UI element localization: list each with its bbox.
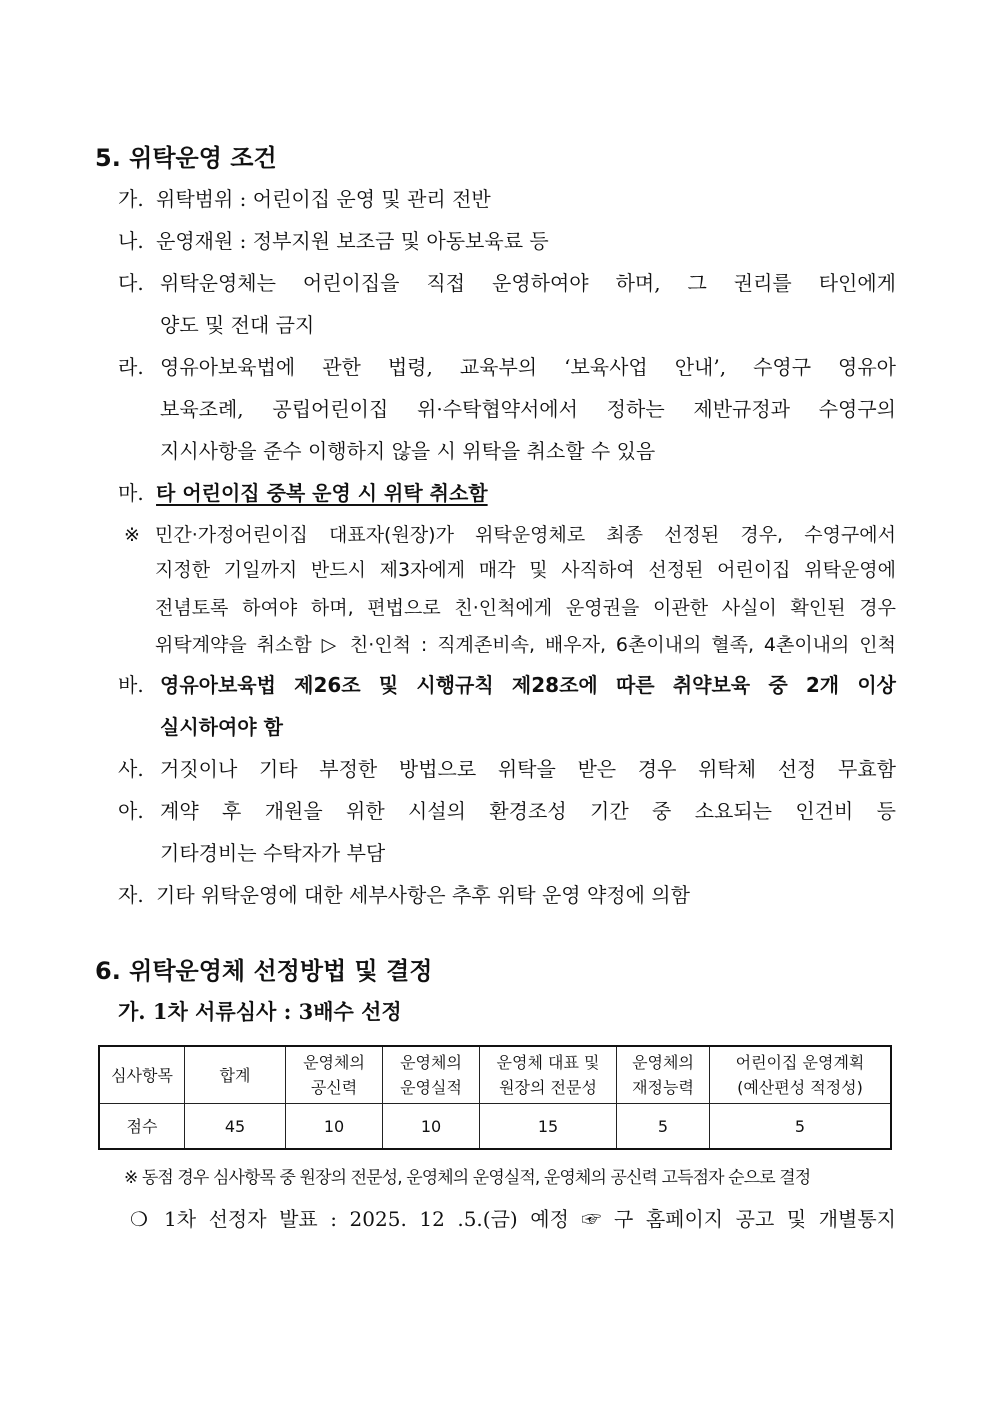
table-row xyxy=(99,1104,891,1150)
item-a-cont: 기타경비는 수탁자가 부담 xyxy=(160,841,386,865)
item-ma xyxy=(118,479,896,507)
item-sa xyxy=(118,755,896,783)
item-text-emphasis: 영유아보육법 제26조 및 시행규칙 제28조에 따른 취약보육 중 2개 이상 xyxy=(160,673,896,697)
table-cell: 10 xyxy=(286,1104,383,1150)
item-marker: 자. xyxy=(118,883,144,907)
table-cell: 15 xyxy=(480,1104,617,1150)
item-text: 기타 위탁운영에 대한 세부사항은 추후 위탁 운영 약정에 의함 xyxy=(156,883,690,907)
table-cell: 5 xyxy=(617,1104,710,1150)
item-da-cont: 양도 및 전대 금지 xyxy=(160,313,315,337)
table-header-cell: 어린이집 운영계획 (예산편성 적정성) xyxy=(710,1046,892,1104)
table-header-cell: 운영체의 공신력 xyxy=(286,1046,383,1104)
bullet-icon: ❍ xyxy=(130,1207,148,1231)
table-header-cell: 운영체의 운영실적 xyxy=(383,1046,480,1104)
table-header-cell: 합계 xyxy=(185,1046,286,1104)
item-text: 위탁운영체는 어린이집을 직접 운영하여야 하며, 그 권리를 타인에게 xyxy=(160,271,896,295)
item-ga xyxy=(118,185,896,213)
tie-break-note: ※ 동점 경우 심사항목 중 원장의 전문성, 운영체의 운영실적, 운영체의 공신력 고득점자 순으로 결정 xyxy=(124,1168,811,1188)
item-ba xyxy=(118,671,896,699)
table-header-cell: 운영체 대표 및 원장의 전문성 xyxy=(480,1046,617,1104)
item-ba-cont: 실시하여야 함 xyxy=(160,715,283,739)
score-table xyxy=(98,1045,892,1150)
table-cell: 45 xyxy=(185,1104,286,1150)
announce-text: 1차 선정자 발표 : 2025. 12 .5.(금) 예정 ☞ 구 홈페이지 공고 및 개별통지 xyxy=(164,1207,896,1231)
item-marker: 나. xyxy=(118,229,144,253)
item-marker: 마. xyxy=(118,481,144,505)
item-text: 계약 후 개원을 위한 시설의 환경조성 기간 중 소요되는 인건비 등 xyxy=(160,799,896,823)
item-da xyxy=(118,269,896,297)
section6-subheading: 가. 1차 서류심사 : 3배수 선정 xyxy=(118,999,402,1024)
item-marker: 사. xyxy=(118,757,144,781)
item-ra xyxy=(118,353,896,381)
item-marker: 다. xyxy=(118,271,144,295)
section5-heading: 5. 위탁운영 조건 xyxy=(95,144,277,172)
item-a xyxy=(118,797,896,825)
item-marker: 바. xyxy=(118,673,144,697)
table-header-row xyxy=(99,1046,891,1104)
section6-heading: 6. 위탁운영체 선정방법 및 결정 xyxy=(95,957,433,985)
item-na xyxy=(118,227,896,255)
item-marker: 가. xyxy=(118,187,144,211)
item-ra-cont-2: 지시사항을 준수 이행하지 않을 시 위탁을 취소할 수 있음 xyxy=(160,439,656,463)
table-cell: 5 xyxy=(710,1104,892,1150)
note-marker: ※ xyxy=(124,524,140,546)
announce-line xyxy=(130,1205,896,1233)
item-ja xyxy=(118,881,896,909)
item-marker: 라. xyxy=(118,355,144,379)
table-cell: 10 xyxy=(383,1104,480,1150)
table-header-cell: 심사항목 xyxy=(99,1046,185,1104)
item-text: 영유아보육법에 관한 법령, 교육부의 ‘보육사업 안내’, 수영구 영유아 xyxy=(160,355,896,379)
table-header-cell: 운영체의 재정능력 xyxy=(617,1046,710,1104)
item-text: 운영재원 : 정부지원 보조금 및 아동보육료 등 xyxy=(156,229,549,253)
item-ra-cont-1: 보육조례, 공립어린이집 위·수탁협약서에서 정하는 제반규정과 수영구의 xyxy=(160,397,896,421)
note-line-2: 지정한 기일까지 반드시 제3자에게 매각 및 사직하여 선정된 어린이집 위탁운영에 xyxy=(155,559,896,581)
item-text-emphasis: 타 어린이집 중복 운영 시 위탁 취소함 xyxy=(156,481,488,505)
note-line-3: 전념토록 하여야 하며, 편법으로 친·인척에게 운영권을 이관한 사실이 확인된 경우 xyxy=(155,597,896,619)
table-cell: 점수 xyxy=(99,1104,185,1150)
item-text: 위탁범위 : 어린이집 운영 및 관리 전반 xyxy=(156,187,491,211)
item-marker: 아. xyxy=(118,799,144,823)
item-text: 거짓이나 기타 부정한 방법으로 위탁을 받은 경우 위탁체 선정 무효함 xyxy=(160,757,896,781)
note-line-4: 위탁계약을 취소함 ▷ 친·인척 : 직계존비속, 배우자, 6촌이내의 혈족, 4촌이내의 인척 xyxy=(155,634,896,656)
note-line-1: 민간·가정어린이집 대표자(원장)가 위탁운영체로 최종 선정된 경우, 수영구에서 xyxy=(155,524,896,546)
